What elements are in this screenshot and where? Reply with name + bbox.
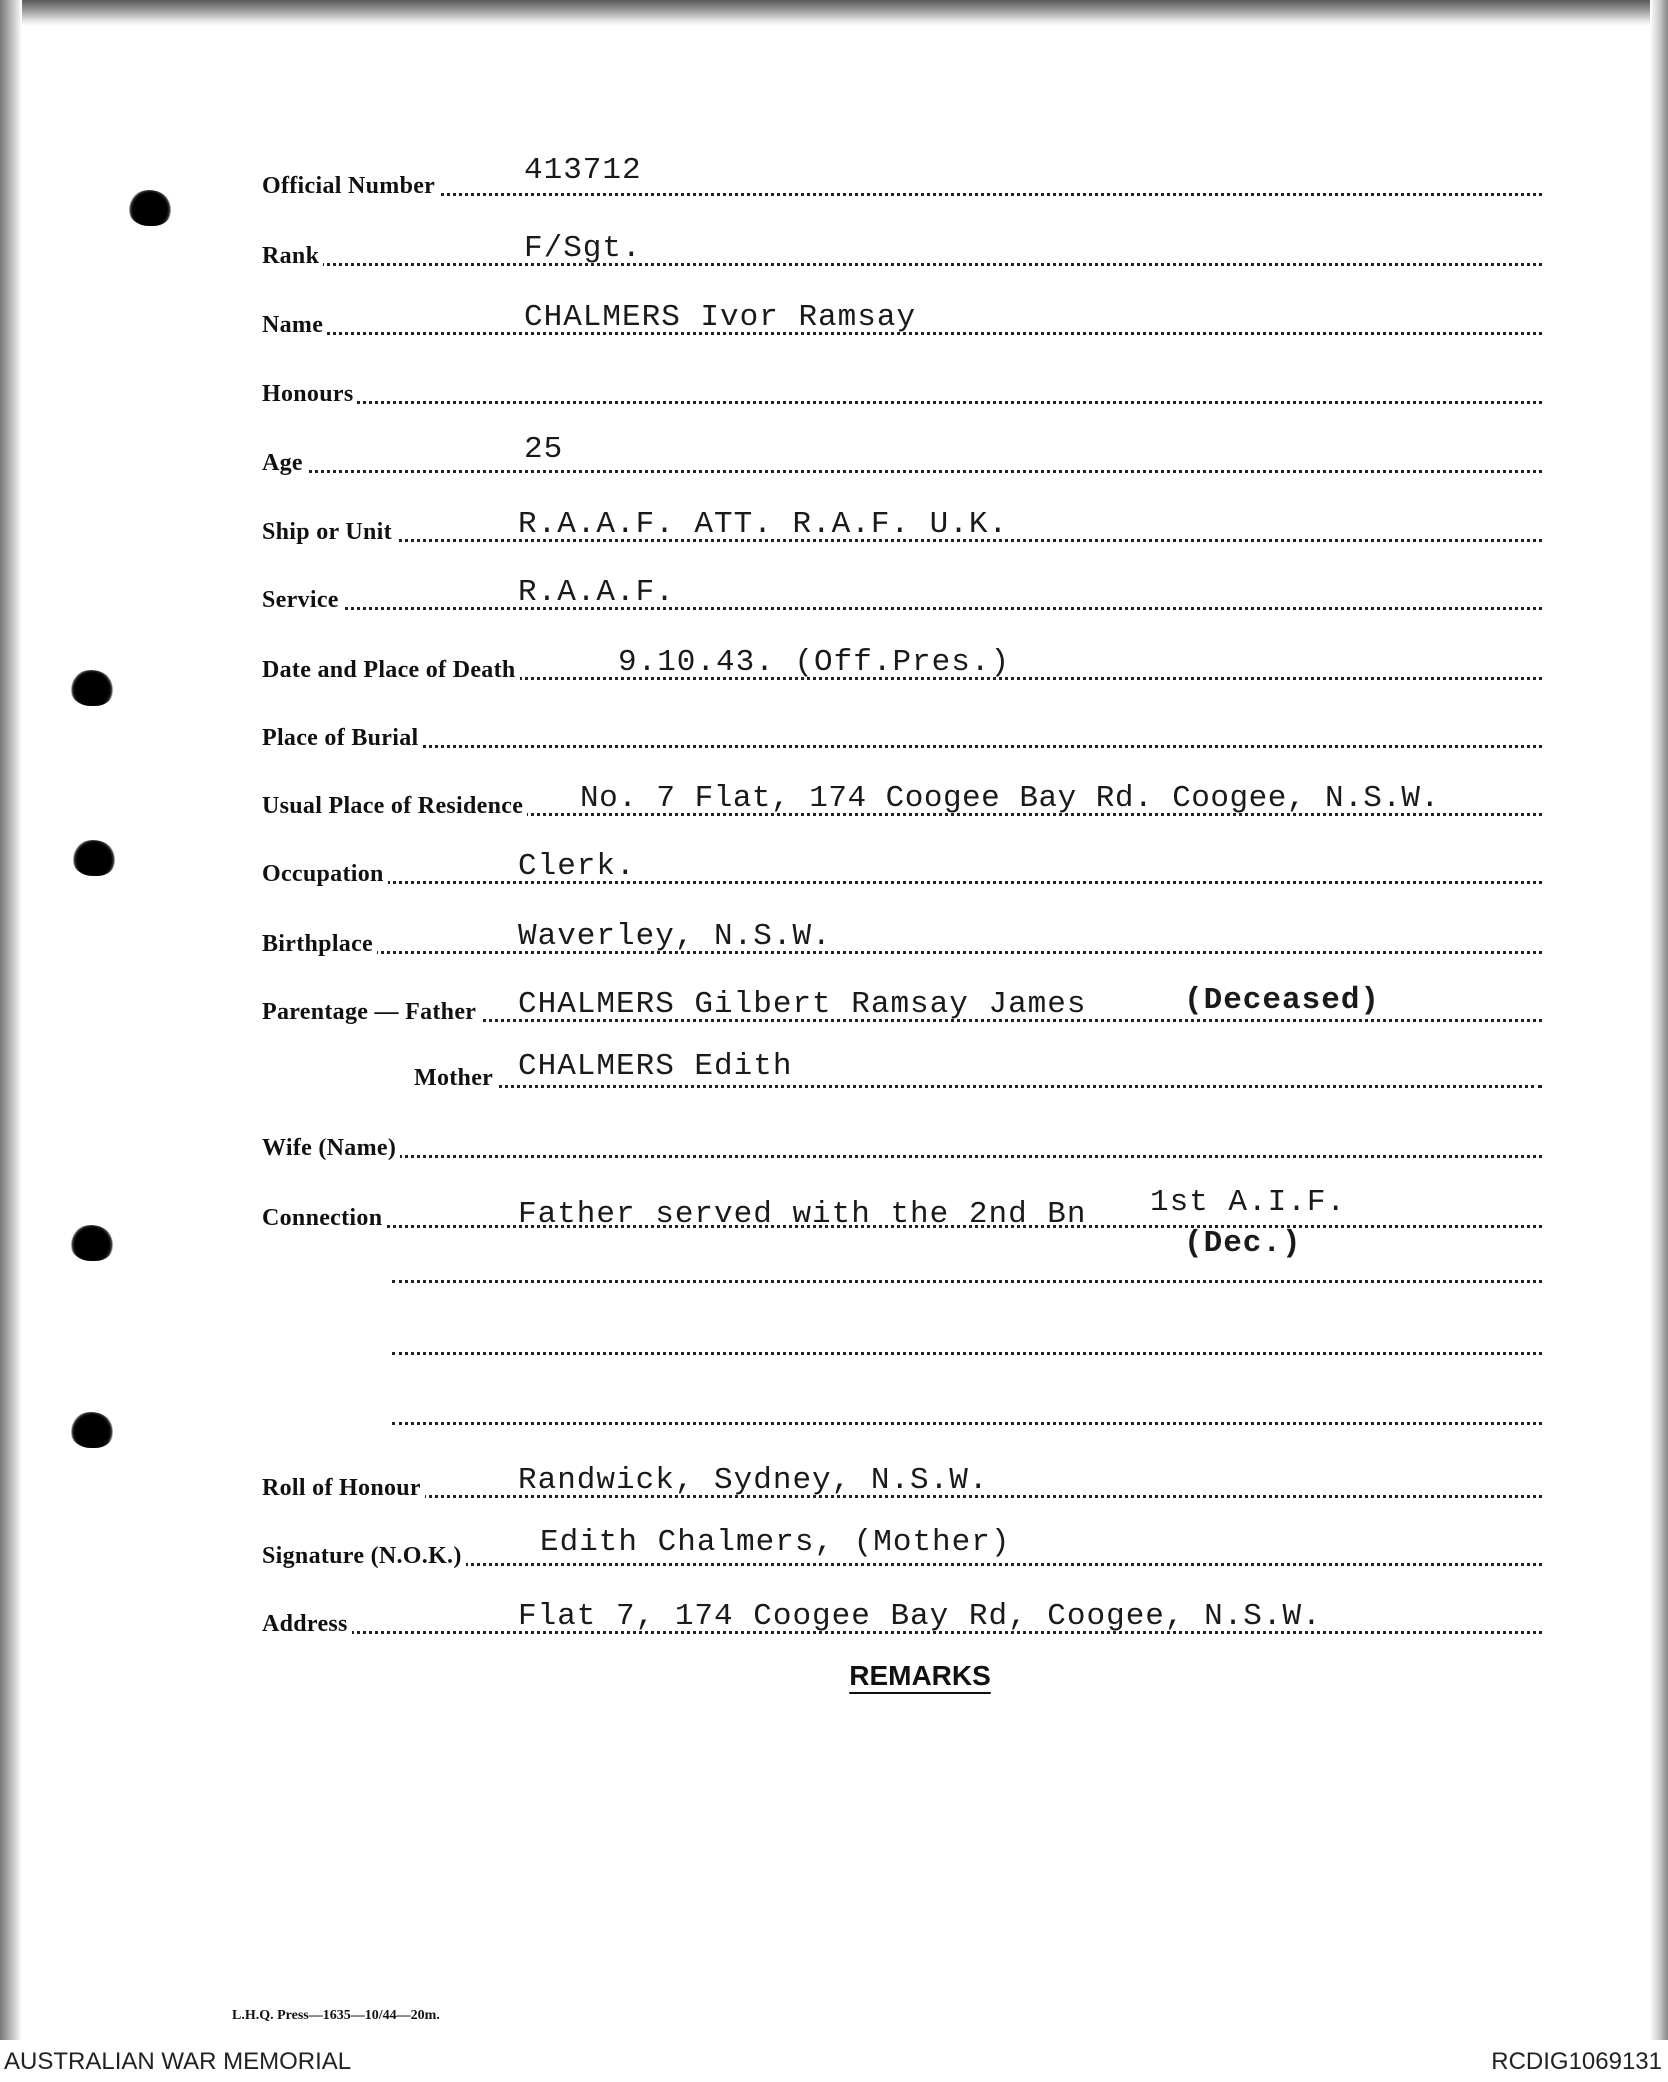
field-note: (Deceased) xyxy=(1184,983,1381,1018)
field-label: Name xyxy=(262,312,327,339)
field-label: Date and Place of Death xyxy=(262,657,520,684)
dotted-rule xyxy=(262,470,1542,473)
field-label: Roll of Honour xyxy=(262,1475,425,1502)
field-value: R.A.A.F. xyxy=(518,575,675,610)
field-value: Father served with the 2nd Bn xyxy=(518,1197,1087,1232)
field-value: CHALMERS Gilbert Ramsay James xyxy=(518,987,1087,1022)
field-value: 25 xyxy=(524,432,564,467)
blank-dotted-line xyxy=(392,1280,1542,1283)
printer-imprint: L.H.Q. Press—1635—10/44—20m. xyxy=(232,2008,440,2023)
field-value: Flat 7, 174 Coogee Bay Rd, Coogee, N.S.W. xyxy=(518,1599,1322,1634)
field-signature-nok xyxy=(262,1522,1542,1576)
field-label: Official Number xyxy=(262,173,439,200)
field-value: Waverley, N.S.W. xyxy=(518,919,832,954)
field-value: R.A.A.F. ATT. R.A.F. U.K. xyxy=(518,507,1009,542)
blank-dotted-line xyxy=(392,1352,1542,1355)
field-honours xyxy=(262,360,1542,414)
dotted-rule xyxy=(262,607,1542,610)
dotted-rule xyxy=(414,1085,1542,1088)
field-label: Signature (N.O.K.) xyxy=(262,1543,466,1570)
binder-hole-icon xyxy=(70,670,114,706)
field-wife xyxy=(262,1114,1542,1168)
blank-dotted-line xyxy=(392,1422,1542,1425)
field-occupation xyxy=(262,840,1542,894)
dotted-rule xyxy=(262,1155,1542,1158)
field-label: Service xyxy=(262,587,343,614)
dotted-rule xyxy=(262,193,1542,196)
dotted-rule xyxy=(262,881,1542,884)
field-value: 9.10.43. (Off.Pres.) xyxy=(618,645,1011,680)
dotted-rule xyxy=(262,401,1542,404)
binder-hole-icon xyxy=(70,1412,114,1448)
field-father xyxy=(262,978,1542,1032)
field-date-place-of-death xyxy=(262,636,1542,690)
field-label: Rank xyxy=(262,243,323,270)
field-label: Ship or Unit xyxy=(262,519,396,546)
field-value: Randwick, Sydney, N.S.W. xyxy=(518,1463,989,1498)
field-value: 413712 xyxy=(524,153,642,188)
field-name xyxy=(262,291,1542,345)
field-service xyxy=(262,566,1542,620)
remarks-heading: REMARKS xyxy=(849,1660,991,1691)
field-label: Honours xyxy=(262,381,357,408)
field-label: Connection xyxy=(262,1205,386,1232)
field-age xyxy=(262,429,1542,483)
dotted-rule xyxy=(262,745,1542,748)
scan-edge-right xyxy=(1650,0,1668,2040)
field-roll-of-honour xyxy=(262,1454,1542,1508)
field-value-raised: 1st A.I.F. xyxy=(1150,1185,1347,1220)
binder-hole-icon xyxy=(128,190,172,226)
footer-record-id: RCDIG1069131 xyxy=(1491,2048,1662,2075)
field-label: Place of Burial xyxy=(262,725,422,752)
field-usual-residence xyxy=(262,772,1542,826)
field-connection xyxy=(262,1184,1542,1238)
field-label: Birthplace xyxy=(262,931,377,958)
field-value: CHALMERS Edith xyxy=(518,1049,793,1084)
dotted-rule xyxy=(262,951,1542,954)
field-birthplace xyxy=(262,910,1542,964)
field-value: Clerk. xyxy=(518,849,636,884)
field-label: Address xyxy=(262,1611,352,1638)
binder-hole-icon xyxy=(72,840,116,876)
field-ship-or-unit xyxy=(262,498,1542,552)
field-value: Edith Chalmers, (Mother) xyxy=(540,1525,1011,1560)
dotted-rule xyxy=(262,263,1542,266)
field-value: CHALMERS Ivor Ramsay xyxy=(524,300,917,335)
footer-institution: AUSTRALIAN WAR MEMORIAL xyxy=(4,2048,352,2075)
field-label: Wife (Name) xyxy=(262,1135,400,1162)
field-value: F/Sgt. xyxy=(524,231,642,266)
scan-edge-top xyxy=(0,0,1668,26)
field-label: Age xyxy=(262,450,307,477)
field-label: Occupation xyxy=(262,861,388,888)
field-rank xyxy=(262,222,1542,276)
field-label: Mother xyxy=(414,1065,497,1092)
field-address xyxy=(262,1590,1542,1644)
field-value: No. 7 Flat, 174 Coogee Bay Rd. Coogee, N.S.W. xyxy=(580,781,1440,816)
field-mother xyxy=(414,1044,1542,1098)
field-official-number xyxy=(262,152,1542,206)
field-place-of-burial xyxy=(262,704,1542,758)
connection-note: (Dec.) xyxy=(1184,1226,1302,1261)
binder-hole-icon xyxy=(70,1225,114,1261)
field-label: Usual Place of Residence xyxy=(262,793,527,820)
scan-edge-left xyxy=(0,0,22,2040)
field-label: Parentage — Father xyxy=(262,999,480,1026)
